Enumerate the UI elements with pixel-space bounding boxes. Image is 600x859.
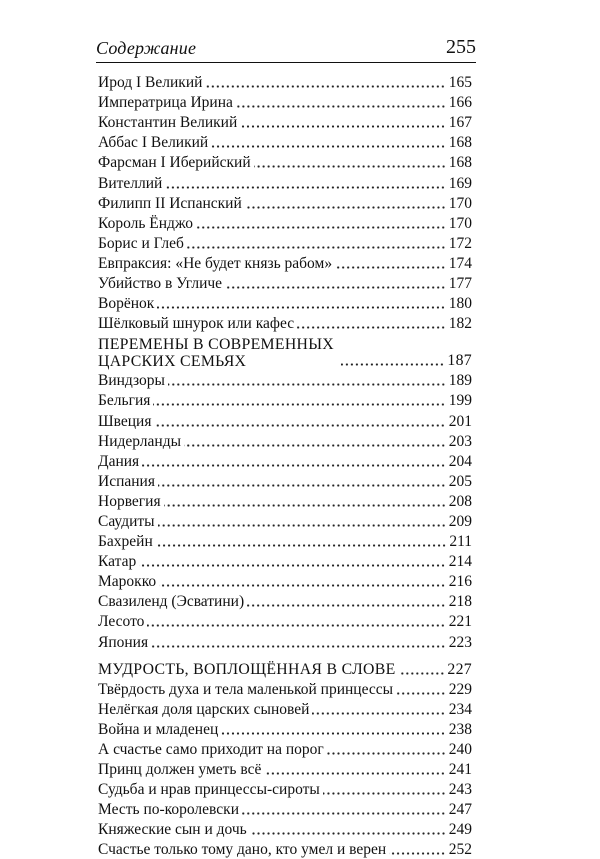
dot-leader	[312, 712, 445, 715]
toc-entry-title: Месть по-королевски	[98, 801, 239, 819]
dot-leader	[159, 584, 446, 587]
toc-entry	[98, 390, 472, 410]
toc-entry-title: Война и младенец	[98, 720, 219, 738]
toc-entry-page: 221	[448, 613, 472, 631]
toc-entry-title: Ворёнок	[98, 295, 155, 313]
toc-entry-page: 169	[448, 174, 472, 192]
toc-entry	[98, 799, 472, 819]
dot-leader	[396, 692, 446, 695]
toc-entry-page: 249	[448, 821, 472, 839]
dot-leader	[341, 363, 444, 366]
toc-entry-title: Испания	[98, 472, 155, 490]
toc-entry-page: 229	[448, 680, 472, 698]
toc-entry	[98, 819, 472, 839]
toc-entry-title: Счастье только тому дано, кто умел и верен	[98, 841, 387, 859]
toc-entry-page: 205	[448, 472, 472, 490]
toc-section-entry	[98, 333, 472, 370]
toc-section-entry	[98, 659, 472, 679]
toc-entry-page: 168	[448, 134, 472, 152]
page-header	[96, 36, 476, 62]
toc-entry-title: Свазиленд (Эсватини)	[98, 593, 245, 611]
dot-leader	[399, 672, 445, 675]
dot-leader	[211, 145, 446, 148]
toc-entry-title: Марокко	[98, 573, 157, 591]
toc-entry	[98, 591, 472, 611]
toc-entry-page: 243	[448, 781, 472, 799]
dot-leader	[151, 645, 446, 648]
toc-entry-title: Евпраксия: «Не будет князь рабом»	[98, 254, 333, 272]
toc-entry	[98, 571, 472, 591]
dot-leader	[323, 792, 446, 795]
toc-entry	[98, 611, 472, 631]
dot-leader	[139, 564, 446, 567]
dot-leader	[264, 772, 445, 775]
toc-entry-page: 247	[448, 801, 472, 819]
toc-entry	[98, 370, 472, 390]
dot-leader	[236, 105, 446, 108]
toc-entry-page: 189	[448, 372, 472, 390]
toc-entry-page: 165	[448, 74, 472, 92]
toc-entry	[98, 739, 472, 759]
dot-leader	[156, 544, 447, 547]
toc-entry-title: Виндзоры	[98, 372, 165, 390]
toc-entry-page: 203	[448, 432, 472, 450]
toc-entry-title: Филипп II Испанский	[98, 194, 242, 212]
toc-entry	[98, 699, 472, 719]
toc-entry-title: Принц должен уметь всё	[98, 761, 262, 779]
toc-entry-page: 214	[448, 553, 472, 571]
toc-entry-page: 216	[448, 573, 472, 591]
dot-leader	[158, 484, 446, 487]
toc-entry-page: 166	[448, 94, 472, 112]
dot-leader	[184, 444, 446, 447]
toc-entry-page: 180	[448, 295, 472, 313]
toc-entry	[98, 193, 472, 213]
toc-entry	[98, 511, 472, 531]
dot-leader	[142, 464, 446, 467]
toc-entry-page: 240	[448, 741, 472, 758]
toc-entry-page: 204	[448, 452, 472, 470]
toc-entry-page: 177	[448, 275, 472, 293]
toc-entry-page: 208	[448, 492, 472, 510]
toc-entry-title: Княжеские сын и дочь	[98, 821, 247, 839]
toc-entry-page: 238	[448, 720, 472, 738]
toc-entry-title: Норвегия	[98, 492, 161, 510]
dot-leader	[154, 424, 445, 427]
toc-entry-title: Императрица Ирина	[98, 94, 233, 112]
table-of-contents	[98, 72, 472, 859]
toc-group-3	[98, 679, 472, 859]
page-number: 255	[446, 36, 476, 58]
toc-entry	[98, 132, 472, 152]
running-title: Содержание	[96, 38, 197, 58]
dot-leader	[250, 832, 446, 835]
toc-entry-title: Фарсман I Иберийский	[98, 154, 251, 172]
toc-entry-page: 172	[448, 234, 472, 252]
toc-entry-title: Катар	[98, 553, 137, 571]
toc-entry	[98, 631, 472, 651]
toc-entry-title: Константин Великий	[98, 114, 238, 132]
toc-entry-title: Борис и Глеб	[98, 234, 184, 252]
toc-section-title: ПЕРЕМЕНЫ В СОВРЕМЕННЫХ ЦАРСКИХ СЕМЬЯХ	[98, 336, 335, 371]
toc-entry-title: Лесото	[98, 613, 145, 631]
toc-entry	[98, 233, 472, 253]
dot-leader	[153, 403, 445, 406]
toc-entry-page: 241	[448, 761, 472, 779]
toc-entry-page: 211	[449, 533, 472, 551]
dot-leader	[157, 306, 445, 309]
toc-entry	[98, 531, 472, 551]
toc-section-page: 227	[447, 660, 472, 678]
toc-entry	[98, 679, 472, 699]
dot-leader	[221, 732, 445, 735]
toc-entry-title: Шёлковый шнурок или кафес	[98, 315, 295, 333]
toc-entry	[98, 839, 472, 859]
toc-entry-page: 168	[448, 154, 472, 172]
toc-entry	[98, 313, 472, 333]
toc-entry-title: Вителлий	[98, 174, 163, 192]
toc-entry-title: Твёрдость духа и тела маленькой принцессы	[98, 680, 394, 698]
dot-leader	[247, 604, 446, 607]
toc-entry	[98, 293, 472, 313]
dot-leader	[240, 125, 446, 128]
toc-entry	[98, 172, 472, 192]
toc-entry-page: 218	[448, 593, 472, 611]
toc-entry-title: Король Ёнджо	[98, 214, 194, 232]
toc-section-page: 187	[447, 352, 472, 370]
toc-entry-title: Япония	[98, 633, 149, 651]
toc-entry	[98, 112, 472, 132]
dot-leader	[205, 85, 445, 88]
toc-entry-title: Бельгия	[98, 392, 151, 410]
dot-leader	[164, 504, 446, 507]
toc-entry-page: 182	[448, 315, 472, 333]
header-rule	[96, 62, 476, 63]
toc-entry-page: 174	[448, 254, 472, 272]
toc-entry	[98, 92, 472, 112]
toc-entry-page: 170	[448, 214, 472, 232]
dot-leader	[165, 186, 445, 189]
toc-entry	[98, 253, 472, 273]
toc-entry	[98, 451, 472, 471]
dot-leader	[147, 624, 445, 627]
dot-leader	[245, 206, 446, 209]
toc-entry-title: Бахрейн	[98, 533, 153, 551]
toc-entry-page: 167	[448, 114, 472, 132]
toc-entry	[98, 719, 472, 739]
toc-entry-title: Дания	[98, 452, 140, 470]
toc-entry-page: 201	[448, 412, 472, 430]
toc-entry-title: Убийство в Угличе	[98, 275, 223, 293]
toc-entry-title: Нелёгкая доля царских сыновей	[98, 700, 310, 718]
toc-entry-page: 170	[448, 194, 472, 212]
toc-entry-title: Нидерланды	[98, 432, 182, 450]
toc-entry	[98, 72, 472, 92]
dot-leader	[389, 852, 446, 855]
toc-entry	[98, 779, 472, 799]
toc-entry-title: Судьба и нрав принцессы-сироты	[98, 781, 320, 799]
toc-group-2	[98, 370, 472, 651]
toc-entry-title: Швеция	[98, 412, 152, 430]
dot-leader	[327, 752, 446, 755]
dot-leader	[254, 165, 446, 168]
toc-entry-page: 209	[448, 512, 472, 530]
toc-entry	[98, 410, 472, 430]
toc-entry	[98, 152, 472, 172]
dot-leader	[168, 383, 446, 386]
toc-entry-page: 234	[448, 700, 472, 718]
toc-entry-page: 252	[448, 841, 472, 859]
toc-entry-page: 199	[448, 392, 472, 410]
toc-entry	[98, 491, 472, 511]
toc-section-title: МУДРОСТЬ, ВОПЛОЩЁННАЯ В СЛОВЕ	[98, 660, 396, 678]
toc-entry	[98, 471, 472, 491]
toc-entry-title: А счастье само приходит на порог	[98, 741, 324, 758]
toc-entry-title: Аббас I Великий	[98, 134, 209, 152]
toc-group-1	[98, 72, 472, 333]
dot-leader	[242, 812, 446, 815]
toc-entry	[98, 273, 472, 293]
toc-entry	[98, 759, 472, 779]
dot-leader	[335, 266, 446, 269]
toc-entry-title: Ирод I Великий	[98, 74, 203, 92]
dot-leader	[225, 286, 446, 289]
toc-entry	[98, 551, 472, 571]
toc-entry-page: 223	[448, 633, 472, 651]
toc-entry	[98, 431, 472, 451]
dot-leader	[196, 226, 446, 229]
dot-leader	[297, 326, 446, 329]
toc-entry	[98, 213, 472, 233]
toc-entry-title: Саудиты	[98, 512, 155, 530]
dot-leader	[158, 524, 446, 527]
dot-leader	[187, 246, 446, 249]
